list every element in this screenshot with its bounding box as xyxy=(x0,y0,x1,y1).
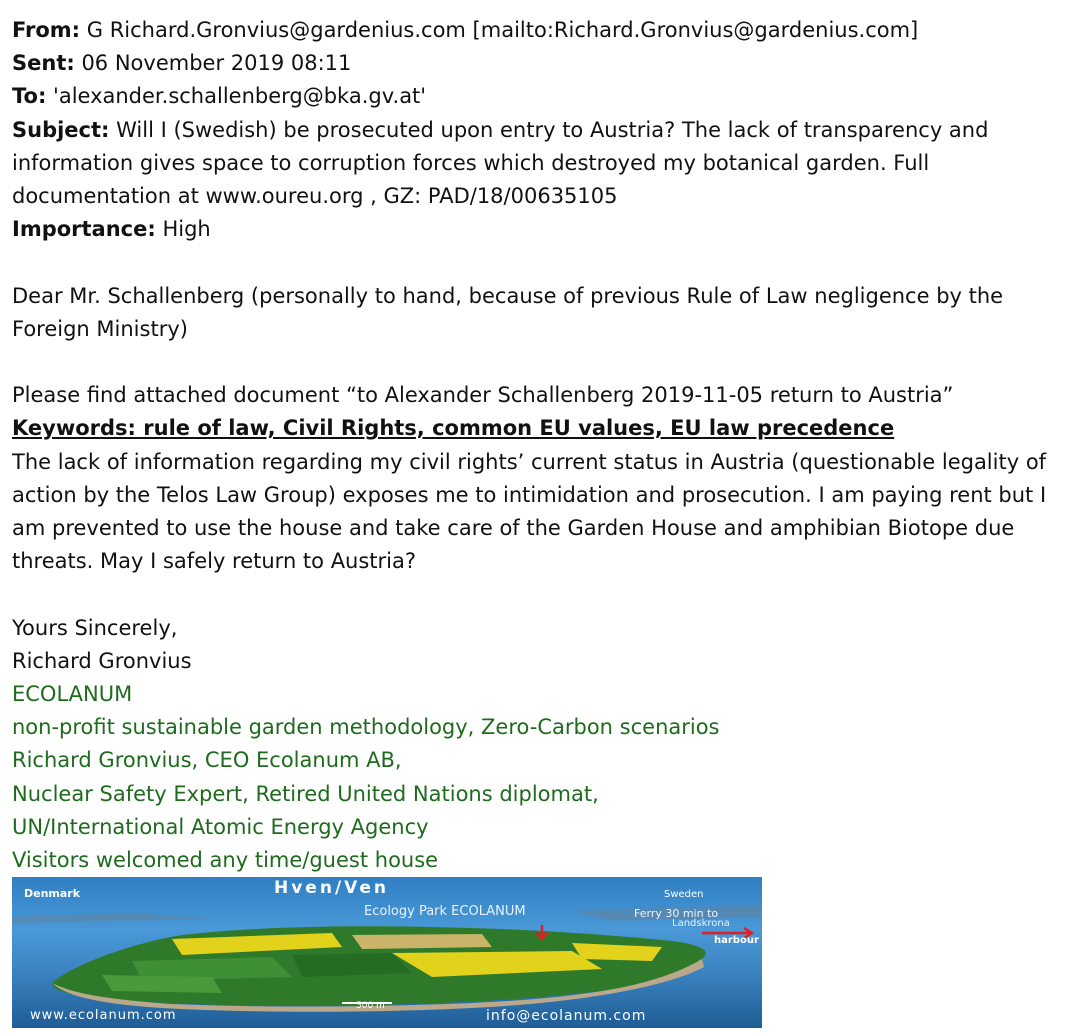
banner-ferry-1: Ferry 30 min to xyxy=(634,907,719,920)
island-illustration xyxy=(12,877,762,1028)
from-line xyxy=(12,14,1067,47)
sent-value: 06 November 2019 08:11 xyxy=(74,51,352,76)
banner-scale: 500 m xyxy=(356,1001,385,1011)
importance-line xyxy=(12,213,1067,246)
email-document xyxy=(12,14,1067,877)
banner-park: Ecology Park ECOLANUM xyxy=(364,904,526,919)
to-line xyxy=(12,80,1067,113)
signature-org: ECOLANUM xyxy=(12,682,133,707)
subject-value: Will I (Swedish) be prosecuted upon entry to Austria? The lack of transparency and information gives space to corruption forces which destroyed my botanical garden. Full documentation at www.oureu.org , GZ: PAD/18/00635105 xyxy=(12,117,989,209)
importance-value: High xyxy=(155,217,211,242)
banner-denmark: Denmark xyxy=(24,887,81,900)
banner-email: info@ecolanum.com xyxy=(486,1008,647,1024)
subject-label: Subject: xyxy=(12,117,110,142)
banner-harbour: harbour xyxy=(714,935,759,946)
sent-line xyxy=(12,47,1067,80)
signature-name: Richard Gronvius xyxy=(12,648,192,673)
body-paragraph: The lack of information regarding my civil rights’ current status in Austria (questionable legality of action by the Telos Law Group) exposes me to intimidation and prosecution. I am paying rent but I am prevented to use the house and take care of the Garden House and amphibian Biotope due threats. May I safely return to Austria? xyxy=(12,449,1047,574)
keywords: Keywords: rule of law, Civil Rights, common EU values, EU law precedence xyxy=(12,416,895,441)
from-value: G Richard.Gronvius@gardenius.com [mailto:Richard.Gronvius@gardenius.com] xyxy=(80,18,919,42)
importance-label: Importance: xyxy=(12,217,156,242)
banner-website: www.ecolanum.com xyxy=(30,1008,177,1023)
subject-line xyxy=(12,114,1067,214)
from-label: From: xyxy=(12,18,81,42)
to-value: 'alexander.schallenberg@bka.gv.at' xyxy=(46,84,427,109)
island-banner-image xyxy=(12,877,762,1028)
banner-title: Hven/Ven xyxy=(274,878,390,898)
closing: Yours Sincerely, xyxy=(12,615,178,640)
banner-ferry-2: Landskrona xyxy=(672,918,730,929)
signature-expertise: Nuclear Safety Expert, Retired United Nations diplomat, xyxy=(12,781,599,806)
attachment-note: Please find attached document “to Alexander Schallenberg 2019-11-05 return to Austria” xyxy=(12,383,954,408)
signature-visitors: Visitors welcomed any time/guest house xyxy=(12,848,439,873)
sent-label: Sent: xyxy=(12,51,75,76)
greeting: Dear Mr. Schallenberg (personally to hand, because of previous Rule of Law negligence by the Foreign Ministry) xyxy=(12,283,1004,341)
signature-tagline: non-profit sustainable garden methodology, Zero-Carbon scenarios xyxy=(12,715,720,740)
signature-title: Richard Gronvius, CEO Ecolanum AB, xyxy=(12,748,402,773)
to-label: To: xyxy=(12,84,47,109)
signature-agency: UN/International Atomic Energy Agency xyxy=(12,814,429,839)
banner-sweden: Sweden xyxy=(664,889,704,900)
